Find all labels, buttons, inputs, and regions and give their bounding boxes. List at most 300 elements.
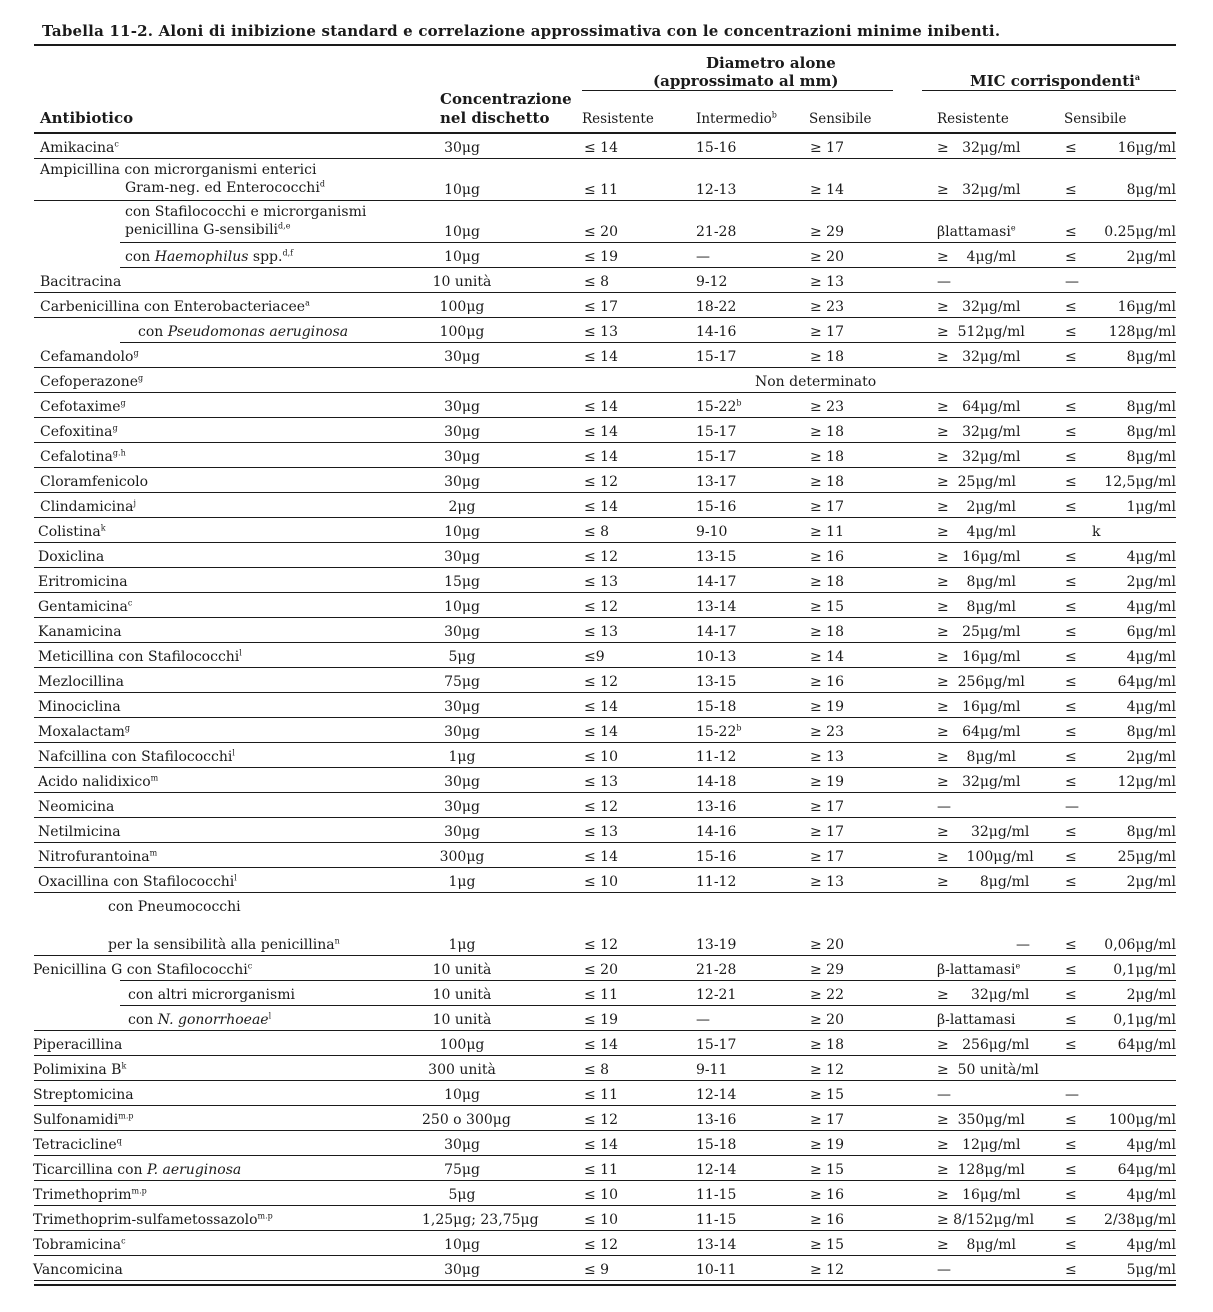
disc-concentration: 10μg <box>444 1237 480 1253</box>
antibiotic-name-text: Tetracicline <box>33 1137 117 1153</box>
mic-comparator: ≤ <box>1065 549 1077 565</box>
table-row <box>0 1006 1213 1031</box>
mic-sensitive: 8μg/ml <box>1126 824 1176 840</box>
antibiotic-name-text: Gentamicina <box>38 599 128 615</box>
mic-sensitive: 0,1μg/ml <box>1113 962 1176 978</box>
zone-sensitive: ≥ 17 <box>810 140 844 156</box>
mic-header <box>970 72 1140 90</box>
diameter-header-line2: (approssimato al mm) <box>653 72 839 90</box>
table-row <box>0 981 1213 1006</box>
disc-concentration: 30μg <box>444 799 480 815</box>
mic-comparator: ≤ <box>1065 224 1077 240</box>
disc-concentration: 75μg <box>444 674 480 690</box>
mic-resistant: ≥ 12μg/ml <box>937 1137 1021 1153</box>
table-row <box>0 668 1213 693</box>
zone-sensitive: ≥ 22 <box>810 987 844 1003</box>
antibiotic-name-text: Netilmicina <box>38 824 121 840</box>
mic-comparator: ≤ <box>1065 140 1077 156</box>
mic-resistant: β-lattamasi$^e$ <box>937 961 1021 978</box>
footnote-marker: e <box>1010 223 1016 233</box>
disc-concentration: 10μg <box>444 599 480 615</box>
zone-intermediate: 15-18 <box>696 1137 737 1153</box>
zone-intermediate: 15-17 <box>696 349 737 365</box>
footnote-marker: b <box>736 723 742 733</box>
zone-sensitive: ≥ 16 <box>810 1212 844 1228</box>
footnote-marker: m.p <box>118 1111 134 1121</box>
mic-resistant: ≥ 25μg/ml <box>937 474 1016 490</box>
antibiotic-name-text: Eritromicina <box>38 574 128 590</box>
antibiotic-name <box>33 1262 123 1278</box>
table-row <box>0 893 1213 918</box>
antibiotic-name-text: Ampicillina con microrganismi enterici <box>40 162 317 178</box>
conc-header-line1: Concentrazione <box>440 90 572 108</box>
mic-comparator: ≤ <box>1065 299 1077 315</box>
antibiotic-name-text: Cefamandolo <box>40 349 134 365</box>
mic-sensitive: 4μg/ml <box>1126 1187 1176 1203</box>
zone-sensitive: ≥ 18 <box>810 349 844 365</box>
footnote-marker: d,e <box>278 221 291 231</box>
mic-resistant: — <box>937 1262 951 1278</box>
zone-resistant: ≤ 20 <box>584 224 618 240</box>
disc-concentration: 30μg <box>444 1137 480 1153</box>
antibiotic-name-text: Amikacina <box>40 140 115 156</box>
zone-intermediate: 9-11 <box>696 1062 728 1078</box>
zone-resistant: ≤ 13 <box>584 574 618 590</box>
zone-resistant: ≤ 12 <box>584 549 618 565</box>
mic-resistant: ≥ 128μg/ml <box>937 1162 1025 1178</box>
antibiotic-name <box>38 549 104 565</box>
mic-resistant: ≥ 64μg/ml <box>937 724 1021 740</box>
antibiotic-name <box>38 824 121 840</box>
zone-intermediate: 14-17 <box>696 624 737 640</box>
mic-sensitive: 8μg/ml <box>1126 182 1176 198</box>
zone-resistant: ≤ 12 <box>584 799 618 815</box>
zone-intermediate: 13-15 <box>696 549 737 565</box>
footnote-marker: k <box>1092 524 1101 540</box>
zone-intermediate: 11-12 <box>696 874 737 890</box>
mic-sensitive: 8μg/ml <box>1126 724 1176 740</box>
zone-intermediate: 12-14 <box>696 1087 737 1103</box>
table-row <box>0 518 1213 543</box>
mic-comparator: ≤ <box>1065 674 1077 690</box>
antibiotic-name-text: Streptomicina <box>33 1087 134 1103</box>
antibiotic-name <box>40 162 316 178</box>
zone-resistant: ≤ 14 <box>584 724 618 740</box>
table-row <box>0 768 1213 793</box>
zone-sensitive: ≥ 19 <box>810 1137 844 1153</box>
mic-comparator: ≤ <box>1065 349 1077 365</box>
mic-sensitive: 2/38μg/ml <box>1104 1212 1176 1228</box>
antibiotic-name-text: Penicillina G con Stafilococchi <box>33 962 248 978</box>
antibiotic-name <box>38 699 121 715</box>
antibiotic-name <box>40 374 143 390</box>
table-row <box>0 1031 1213 1056</box>
footnote-marker: g.h <box>112 448 126 458</box>
zone-intermediate: 12-21 <box>696 987 737 1003</box>
footnote-marker: g <box>138 373 144 383</box>
table-row <box>0 643 1213 668</box>
zone-intermediate: 15-17 <box>696 424 737 440</box>
mic-resistant: — <box>1016 937 1030 953</box>
mic-resistant: ≥ 16μg/ml <box>937 549 1021 565</box>
table-row <box>0 201 1213 243</box>
footnote-marker: b <box>736 398 742 408</box>
table-row <box>0 493 1213 518</box>
antibiotic-name <box>38 849 157 865</box>
mic-comparator: ≤ <box>1065 699 1077 715</box>
antibiotic-name-text: Trimethoprim-sulfametossazolo <box>33 1212 258 1228</box>
table-row <box>0 243 1213 268</box>
antibiotic-name <box>33 1062 126 1078</box>
zone-resistant: ≤9 <box>584 649 605 665</box>
zone-intermediate: 15-17 <box>696 449 737 465</box>
mic-resistant: ≥ 100μg/ml <box>937 849 1034 865</box>
zone-intermediate: 18-22 <box>696 299 737 315</box>
mic-sensitive-header: Sensibile <box>1064 111 1127 127</box>
footnote-marker: m <box>150 773 159 783</box>
zone-intermediate: — <box>696 1012 710 1028</box>
disc-concentration: 10μg <box>444 224 480 240</box>
mic-sensitive: 16μg/ml <box>1117 140 1176 156</box>
disc-concentration: 10 unità <box>432 274 492 290</box>
footnote-marker: c <box>121 1236 126 1246</box>
mic-comparator: ≤ <box>1065 599 1077 615</box>
disc-concentration: 10 unità <box>432 987 492 1003</box>
mic-comparator: ≤ <box>1065 1162 1077 1178</box>
antibiotic-name-text: Nitrofurantoina <box>38 849 150 865</box>
mic-sensitive: 64μg/ml <box>1117 674 1176 690</box>
zone-intermediate: — <box>696 249 710 265</box>
antibiotic-name-italic: Haemophilus <box>154 249 249 265</box>
antibiotic-name <box>38 874 237 890</box>
footnote-marker: g <box>124 723 131 733</box>
mic-comparator: ≤ <box>1065 987 1077 1003</box>
zone-sensitive: ≥ 15 <box>810 599 844 615</box>
zone-sensitive: ≥ 14 <box>810 182 844 198</box>
disc-concentration: 10μg <box>444 524 480 540</box>
antibiotic-name-text: Bacitracina <box>40 274 122 290</box>
mic-sensitive: 6μg/ml <box>1126 624 1176 640</box>
antibiotic-name <box>33 1187 147 1203</box>
disc-concentration: 30μg <box>444 549 480 565</box>
mic-underline <box>922 90 1176 91</box>
antibiotic-name-text: Cefotaxime <box>40 399 121 415</box>
zone-intermediate: 13-17 <box>696 474 737 490</box>
mic-comparator: ≤ <box>1065 574 1077 590</box>
disc-concentration: 30μg <box>444 449 480 465</box>
zone-resistant: ≤ 11 <box>584 1087 618 1103</box>
mic-sensitive: 0,06μg/ml <box>1104 937 1176 953</box>
zone-sensitive: ≥ 13 <box>810 274 844 290</box>
row-divider <box>34 1280 1176 1281</box>
zone-sensitive: ≥ 15 <box>810 1237 844 1253</box>
mic-resistant: ≥ 8/152μg/ml <box>937 1212 1035 1228</box>
table-row <box>0 159 1213 201</box>
zone-sensitive: ≥ 12 <box>810 1062 844 1078</box>
footnote-marker: g <box>120 398 126 408</box>
table-row <box>0 593 1213 618</box>
mic-resistant: ≥ 256μg/ml <box>937 674 1025 690</box>
disc-concentration: 30μg <box>444 824 480 840</box>
table-row <box>0 418 1213 443</box>
zone-sensitive: ≥ 18 <box>810 1037 844 1053</box>
zone-resistant: ≤ 14 <box>584 349 618 365</box>
zone-resistant: ≤ 11 <box>584 987 618 1003</box>
mic-resistant: βlattamasi$^e$ <box>937 223 1016 240</box>
zone-intermediate: 11-15 <box>696 1212 737 1228</box>
antibiotic-name-text: Clindamicina <box>40 499 134 515</box>
zone-resistant: ≤ 14 <box>584 424 618 440</box>
table-row <box>0 743 1213 768</box>
disc-concentration: 10μg <box>444 182 480 198</box>
bottom-rule <box>34 1284 1176 1286</box>
antibiotic-name <box>38 724 130 740</box>
mic-resistant: β-lattamasi <box>937 1012 1016 1028</box>
footnote-marker: c <box>127 598 133 608</box>
mic-sensitive: 25μg/ml <box>1117 849 1176 865</box>
zone-sensitive: ≥ 23 <box>810 299 844 315</box>
antibiotic-name <box>40 349 139 365</box>
mic-comparator: ≤ <box>1065 649 1077 665</box>
antibiotic-name <box>38 524 106 540</box>
table-row <box>0 1156 1213 1181</box>
disc-concentration: 1μg <box>448 937 476 953</box>
antibiotic-name-text: Cefoperazone <box>40 374 138 390</box>
disc-concentration: 30μg <box>444 349 480 365</box>
antibiotic-name-text: spp. <box>248 249 283 265</box>
table-row <box>0 843 1213 868</box>
mic-resistant: ≥ 350μg/ml <box>937 1112 1025 1128</box>
mic-resistant: ≥ 32μg/ml <box>937 774 1021 790</box>
antibiotic-name-text: Minociclina <box>38 699 121 715</box>
mic-comparator: ≤ <box>1065 774 1077 790</box>
disc-concentration: 30μg <box>444 140 480 156</box>
table-row <box>0 1206 1213 1231</box>
mic-resistant: ≥ 8μg/ml <box>937 1237 1016 1253</box>
title-rule <box>34 44 1176 46</box>
mic-resistant: ≥ 32μg/ml <box>937 987 1030 1003</box>
zone-resistant: ≤ 14 <box>584 399 618 415</box>
mic-sensitive: 2μg/ml <box>1126 874 1176 890</box>
zone-sensitive: ≥ 23 <box>810 724 844 740</box>
antibiotic-name <box>40 499 136 515</box>
disc-concentration: 300μg <box>439 849 485 865</box>
zone-resistant: ≤ 13 <box>584 824 618 840</box>
zone-resistant: ≤ 13 <box>584 774 618 790</box>
table-row <box>0 1231 1213 1256</box>
zone-intermediate: 13-16 <box>696 799 737 815</box>
mic-resistant-header: Resistente <box>937 111 1009 127</box>
antibiotic-name <box>33 1212 273 1228</box>
antibiotic-name <box>38 674 124 690</box>
zone-resistant: ≤ 20 <box>584 962 618 978</box>
zone-intermediate: 10-11 <box>696 1262 737 1278</box>
footnote-marker: g <box>133 348 139 358</box>
zone-sensitive: ≥ 19 <box>810 699 844 715</box>
zone-intermediate: 14-16 <box>696 324 737 340</box>
mic-sensitive: 2μg/ml <box>1126 574 1176 590</box>
mic-resistant: ≥ 32μg/ml <box>937 299 1021 315</box>
zone-resistant: ≤ 12 <box>584 674 618 690</box>
zone-resistant: ≤ 9 <box>584 1262 610 1278</box>
mic-comparator: ≤ <box>1065 849 1077 865</box>
mic-resistant: ≥ 4μg/ml <box>937 249 1016 265</box>
zone-resistant: ≤ 12 <box>584 599 618 615</box>
mic-resistant: ≥ 32μg/ml <box>937 349 1021 365</box>
antibiotic-name <box>33 1137 122 1153</box>
zone-resistant: ≤ 10 <box>584 874 618 890</box>
table-row <box>0 268 1213 293</box>
zone-intermediate: 15-18 <box>696 699 737 715</box>
footnote-marker: c <box>247 961 253 971</box>
table-row <box>0 868 1213 893</box>
mic-sensitive: 4μg/ml <box>1126 599 1176 615</box>
mic-resistant: ≥ 8μg/ml <box>937 574 1016 590</box>
zone-intermediate: 11-12 <box>696 749 737 765</box>
antibiotic-name-italic: N. gonorrhoeae <box>157 1012 269 1028</box>
zone-resistant: ≤ 14 <box>584 140 618 156</box>
mic-comparator: ≤ <box>1065 624 1077 640</box>
zone-intermediate: 14-16 <box>696 824 737 840</box>
disc-concentration: 100μg <box>439 1037 485 1053</box>
resistant-header: Resistente <box>582 111 654 127</box>
table-header <box>0 48 1213 134</box>
antibiotic-name <box>108 937 340 953</box>
footnote-marker: l <box>234 873 237 883</box>
mic-sensitive: 8μg/ml <box>1126 424 1176 440</box>
footnote-marker: k <box>121 1061 127 1071</box>
table-row <box>0 468 1213 493</box>
zone-resistant: ≤ 12 <box>584 937 618 953</box>
zone-intermediate: 15-22$^b$ <box>696 398 742 415</box>
mic-resistant: ≥ 8μg/ml <box>937 749 1016 765</box>
antibiotic-name-italic: Pseudomonas aeruginosa <box>167 324 349 340</box>
zone-sensitive: ≥ 18 <box>810 474 844 490</box>
zone-sensitive: ≥ 20 <box>810 937 844 953</box>
zone-resistant: ≤ 12 <box>584 1112 618 1128</box>
antibiotic-name-text: Sulfonamidi <box>33 1112 119 1128</box>
zone-sensitive: ≥ 15 <box>810 1162 844 1178</box>
zone-sensitive: ≥ 17 <box>810 824 844 840</box>
zone-sensitive: ≥ 18 <box>810 449 844 465</box>
table-row <box>0 318 1213 343</box>
mic-sensitive: 8μg/ml <box>1126 349 1176 365</box>
table-row <box>0 134 1213 159</box>
zone-intermediate: 13-15 <box>696 674 737 690</box>
antibiotic-name <box>33 1037 122 1053</box>
mic-resistant: ≥ 32μg/ml <box>937 449 1021 465</box>
zone-resistant: ≤ 12 <box>584 474 618 490</box>
antibiotic-name <box>40 449 126 465</box>
zone-intermediate: 14-17 <box>696 574 737 590</box>
mic-sensitive: 2μg/ml <box>1126 249 1176 265</box>
mic-resistant: ≥ 512μg/ml <box>937 324 1025 340</box>
table-row <box>0 368 1213 393</box>
mic-sensitive: 4μg/ml <box>1126 549 1176 565</box>
zone-intermediate: 15-22$^b$ <box>696 723 742 740</box>
table-row <box>0 393 1213 418</box>
zone-sensitive: ≥ 18 <box>810 624 844 640</box>
zone-resistant: ≤ 14 <box>584 849 618 865</box>
table-row <box>0 793 1213 818</box>
antibiotic-name-text: con <box>138 324 168 340</box>
zone-sensitive: ≥ 15 <box>810 1087 844 1103</box>
zone-sensitive: ≥ 17 <box>810 1112 844 1128</box>
footnote-marker: d,f <box>282 248 294 258</box>
table-title: Tabella 11-2. Aloni di inibizione standard e correlazione approssimativa con le concentrazioni minime inibenti. <box>42 22 1001 40</box>
mic-comparator: ≤ <box>1065 474 1077 490</box>
mic-comparator: ≤ <box>1065 1012 1077 1028</box>
table-row <box>0 956 1213 981</box>
zone-resistant: ≤ 8 <box>584 274 610 290</box>
zone-intermediate: 10-13 <box>696 649 737 665</box>
antibiotic-name <box>38 624 122 640</box>
antibiotic-name <box>128 987 295 1003</box>
zone-resistant: ≤ 14 <box>584 699 618 715</box>
mic-comparator: ≤ <box>1065 324 1077 340</box>
zone-sensitive: ≥ 16 <box>810 674 844 690</box>
footnote-marker: m.p <box>131 1186 147 1196</box>
zone-resistant: ≤ 19 <box>584 249 618 265</box>
antibiotic-name <box>125 249 293 265</box>
mic-comparator: ≤ <box>1065 749 1077 765</box>
mic-comparator: ≤ <box>1065 1262 1077 1278</box>
antibiotic-name-text: Polimixina B <box>33 1062 122 1078</box>
antibiotic-name <box>40 399 126 415</box>
mic-comparator: ≤ <box>1065 724 1077 740</box>
zone-resistant: ≤ 17 <box>584 299 618 315</box>
antibiotic-name <box>38 774 158 790</box>
antibiotic-name <box>38 649 242 665</box>
antibiotic-name-text: Trimethoprim <box>33 1187 132 1203</box>
zone-sensitive: ≥ 18 <box>810 574 844 590</box>
table-row <box>0 543 1213 568</box>
zone-sensitive: ≥ 29 <box>810 962 844 978</box>
antibiotic-name-text: Moxalactam <box>38 724 125 740</box>
disc-concentration: 1μg <box>448 874 476 890</box>
zone-intermediate: 9-10 <box>696 524 728 540</box>
mic-comparator: ≤ <box>1065 249 1077 265</box>
footnote-marker: q <box>116 1136 122 1146</box>
table-row <box>0 1106 1213 1131</box>
mic-resistant: ≥ 32μg/ml <box>937 824 1030 840</box>
footnote-marker: m.p <box>257 1211 273 1221</box>
mic-sensitive: 12,5μg/ml <box>1104 474 1176 490</box>
mic-resistant: ≥ 16μg/ml <box>937 699 1021 715</box>
footnote-marker: e <box>1015 961 1021 971</box>
mic-resistant: ≥ 8μg/ml <box>937 599 1016 615</box>
antibiotic-name <box>40 424 118 440</box>
antibiotic-name-text: Nafcillina con Stafilococchi <box>38 749 233 765</box>
mic-sensitive: 12μg/ml <box>1117 774 1176 790</box>
zone-resistant: ≤ 11 <box>584 182 618 198</box>
zone-resistant: ≤ 10 <box>584 1212 618 1228</box>
footnote-marker: d <box>319 179 325 189</box>
mic-sensitive: 64μg/ml <box>1117 1037 1176 1053</box>
zone-sensitive: ≥ 17 <box>810 499 844 515</box>
mic-comparator: — <box>1065 1087 1079 1103</box>
antibiotic-name <box>40 140 119 156</box>
mic-comparator: ≤ <box>1065 449 1077 465</box>
mic-resistant: — <box>937 1087 951 1103</box>
mic-resistant: ≥ 16μg/ml <box>937 649 1021 665</box>
mic-comparator: — <box>1065 274 1079 290</box>
mic-resistant: ≥ 16μg/ml <box>937 1187 1021 1203</box>
mic-comparator: ≤ <box>1065 399 1077 415</box>
antibiotic-name <box>33 1237 126 1253</box>
diameter-header-line1: Diametro alone <box>706 54 836 72</box>
antibiotic-name <box>125 204 366 220</box>
